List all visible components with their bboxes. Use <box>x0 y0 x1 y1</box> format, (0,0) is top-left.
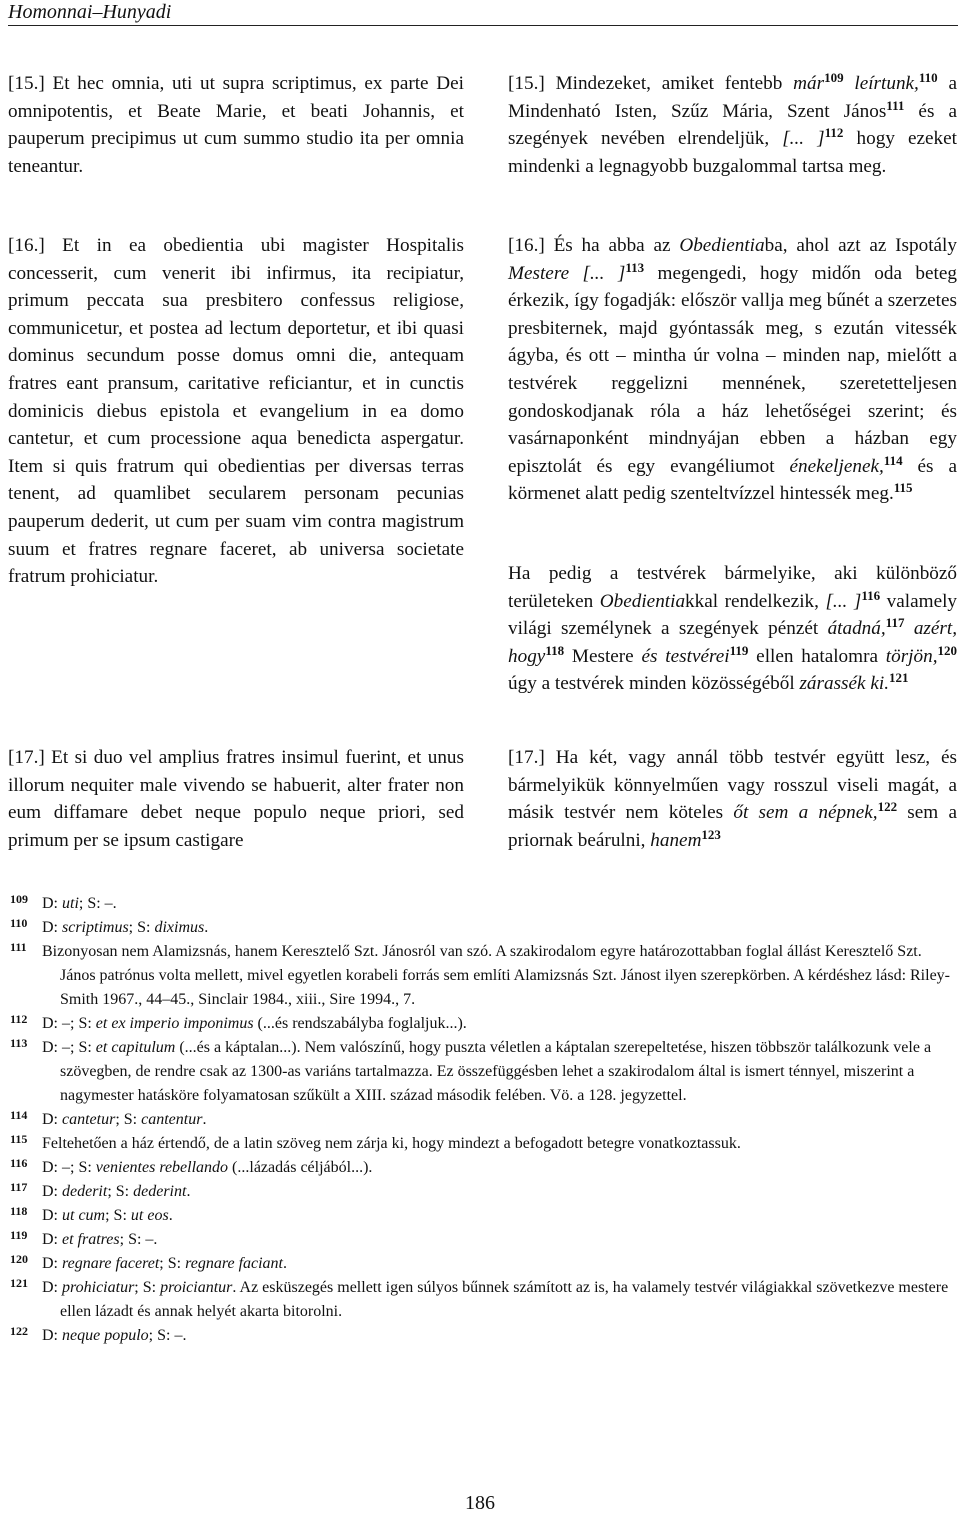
hungarian-text-16b: Ha pedig a testvérek bármelyike, aki különböző területeken Obedientiakkal rendelkezik, [... ]$^{116}$ valamely világi személynek a szegények pénzét átadná,$^{117}$ azért, hogy$^{118}$ Mestere és testvérei$^{119}$ ellen hatalomra törjön,$^{120}$ úgy a testvérek minden közösségéből zárassék ki.$^{121}$ <box>508 563 958 695</box>
footnote-ref[interactable]: 120 <box>937 642 957 658</box>
footnote-116: 116 D: –; S: venientes rebellando (...lázadás céljából...). <box>10 1156 373 1176</box>
footnote-122: 122 D: neque populo; S: –. <box>10 1324 187 1344</box>
hungarian-text-15: [15.] Mindezeket, amiket fentebb már$^{109}$ leírtunk,$^{110}$ a Mindenható Isten, Szűz Mária, Szent János$^{111}$ és a szegények nevében elrendeljük, [... ]$^{112}$ hogy ezeket mindenki a legnagyobb buzgalommal tartsa meg. <box>508 70 957 177</box>
footnote-ref[interactable]: 115 <box>893 480 913 496</box>
footnote-110: 110 D: scriptimus; S: diximus. <box>10 916 209 936</box>
running-header <box>8 0 958 26</box>
footnote-113: 113 D: –; S: et capitulum (...és a káptalan...). Nem valószínű, hogy puszta véletlen a káptalan szerepeltetése, hiszen többször találkozunk vele a szövegben, de rendre csak az 1300-as variáns tartalmazza. Ez összefüggésben lehet a szakirodalom által is ismert ténnyel, miszerint a nagymester hatásköre folyamatosan szűkült a XIII. század második felében. Vö. a 128. jegyzettel. <box>10 1036 932 1104</box>
running-header-title: Homonnai–Hunyadi <box>8 1 172 23</box>
footnote-118: 118 D: ut cum; S: ut eos. <box>10 1204 173 1224</box>
footnote-121: 121 D: prohiciatur; S: proiciantur. Az esküszegés mellett igen súlyos bűnnek számított az is, ha valamely testvér világiakkal szövetkezve mestere ellen lázadt és annak helyét akarta bitorolni. <box>10 1276 949 1320</box>
hungarian-paragraph-16b <box>508 560 957 698</box>
footnote-ref[interactable]: 119 <box>729 642 749 658</box>
hungarian-paragraph-16a <box>508 232 957 508</box>
footnote-111: 111 Bizonyosan nem Alamizsnás, hanem Keresztelő Szt. Jánosról van szó. A szakirodalom egyre határozottabban foglal állást Keresztelő Szt. János patrónus volta mellett, mivel egyetlen korabeli forrás sem említi Alamizsnás Szt. Jánost ilyen szerepkörben. A kérdéshez lásd: Riley-Smith 1967., 44–45., Sinclair 1984., xiii., Sire 1994., 7. <box>10 940 950 1008</box>
latin-text-16: [16.] Et in ea obedientia ubi magister Hospitalis concesserit, cum venerit ibi infirmus, ita recipiatur, primum peccata sua presbitero confessus religiose, communicetur, et postea ad lectum deportetur, et ibi quasi dominus secundum posse domus omni die, antequam fratres eant pransum, caritative reficiantur, et in cunctis dominicis diebus epistola et evangelium in ea domo cantetur, et cum processione aqua benedicta aspergatur. Item si quis fratrum qui obedientias per diversas terras tenent, ad quamlibet secularem personam pecunias pauperum dederit, ut cum per suam vim contra magistrum suum et fratres regnare faceret, ab universa societate fratrum prohiciatur. <box>8 235 464 588</box>
footnote-117: 117 D: dederit; S: dederint. <box>10 1180 191 1200</box>
footnote-115: 115 Feltehetően a ház értendő, de a latin szöveg nem zárja ki, hogy mindezt a befogadott betegre vonatkoztassuk. <box>10 1132 741 1152</box>
page-number: 186 <box>465 1492 495 1514</box>
footnote-ref[interactable]: 112 <box>824 125 844 141</box>
footnote-ref[interactable]: 110 <box>918 70 938 85</box>
footnote-ref[interactable]: 123 <box>701 826 721 842</box>
footnote-120: 120 D: regnare faceret; S: regnare faciant. <box>10 1252 287 1272</box>
footnote-ref[interactable]: 121 <box>889 670 909 686</box>
footnote-119: 119 D: et fratres; S: –. <box>10 1228 158 1248</box>
latin-text-17: [17.] Et si duo vel amplius fratres insimul fuerint, et unus illorum nequiter male vivendo se habuerit, alter frater non eum diffamare debet neque populo neque priori, sed primum per se ipsum castigare <box>8 747 464 851</box>
footnote-ref[interactable]: 111 <box>886 97 905 113</box>
footnote-ref[interactable]: 116 <box>861 587 881 603</box>
hungarian-paragraph-17 <box>508 744 957 854</box>
footnote-114: 114 D: cantetur; S: cantentur. <box>10 1108 207 1128</box>
footnote-ref[interactable]: 114 <box>883 452 903 468</box>
hungarian-text-16a: [16.] És ha abba az Obedientiaba, ahol azt az Ispotály Mestere [... ]$^{113}$ megengedi, hogy midőn oda beteg érkezik, így fogadják: először vallja meg bűnét a szerzetes presbiternek, majd gyóntassák meg, s ezután vitessék ágyba, és ott – mintha úr volna – minden nap, mielőtt a testvérek reggelizni mennének, szeretetteljesen gondoskodjanak róla a ház lehetőségei szerint; és vasárnaponként mindnyájan ebben a házban egy episztolát és egy evangéliumot énekeljenek,$^{114}$ és a körmenet alatt pedig szenteltvízzel hintessék meg.$^{115}$ <box>508 235 958 505</box>
footnote-112: 112 D: –; S: et ex imperio imponimus (...és rendszabályba foglaljuk...). <box>10 1012 467 1032</box>
hungarian-text-17: [17.] Ha két, vagy annál több testvér együtt lesz, és bármelyikük könnyelműen vagy rosszul viseli magát, a másik testvér nem köteles őt sem a népnek,$^{122}$ sem a priornak beárulni, hanem$^{123}$ <box>508 747 957 851</box>
footnote-ref[interactable]: 122 <box>877 799 898 815</box>
footnote-109: 109 D: uti; S: –. <box>10 892 117 912</box>
latin-paragraph-15 <box>8 70 464 180</box>
footnote-ref[interactable]: 117 <box>885 615 905 631</box>
latin-text-15: [15.] Et hec omnia, uti ut supra scriptimus, ex parte Dei omnipotentis, et Beate Marie, et beati Johannis, et pauperum precipimus ut cum summo studio ita per omnia teneantur. <box>8 73 464 177</box>
latin-paragraph-16 <box>8 232 464 591</box>
hungarian-paragraph-15 <box>508 70 957 180</box>
footnote-ref[interactable]: 118 <box>545 642 565 658</box>
footnote-ref[interactable]: 113 <box>625 259 645 275</box>
footnotes <box>10 892 955 1348</box>
footnote-ref[interactable]: 109 <box>824 70 844 85</box>
latin-paragraph-17 <box>8 744 464 854</box>
